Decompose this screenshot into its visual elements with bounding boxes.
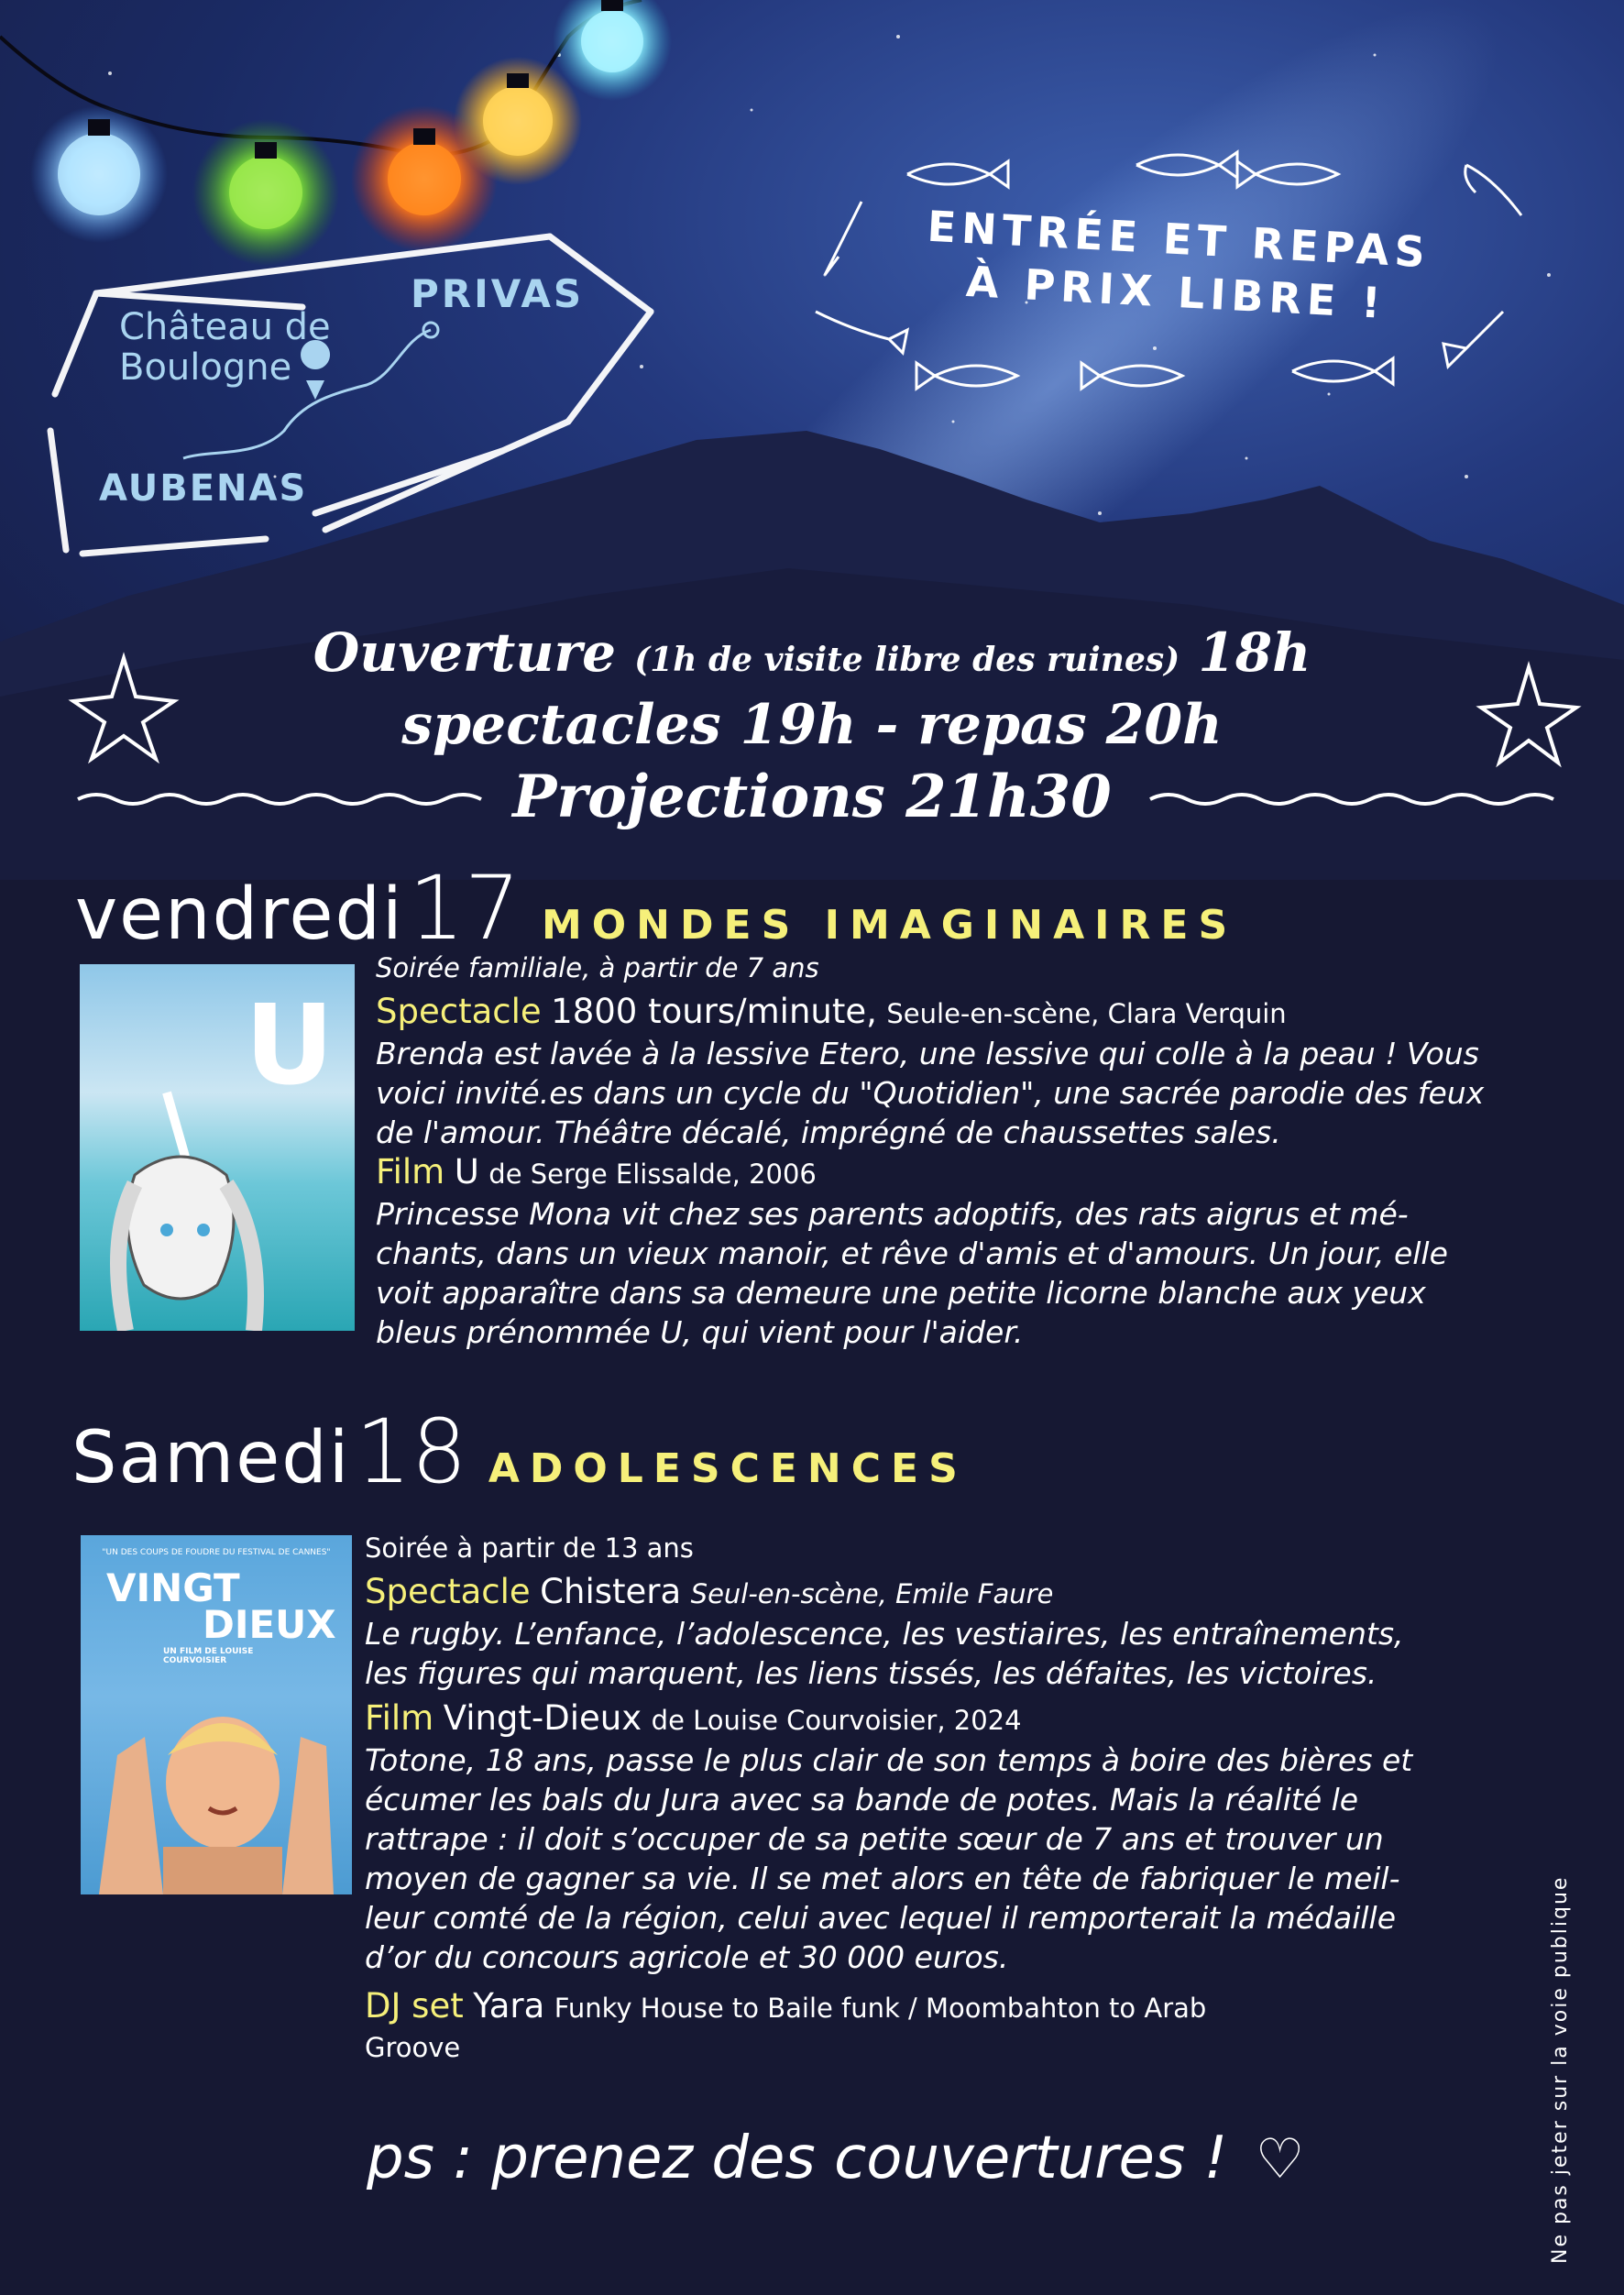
- friday-heading: [75, 857, 1237, 960]
- teen-portrait-illustration: [81, 1682, 352, 1894]
- saturday-day: Samedi: [71, 1417, 351, 1499]
- friday-film-desc-2: chants, dans un vieux manoir, et rêve d'amis et d'amours. Un jour, elle: [376, 1235, 1448, 1271]
- poster-title-1: VINGT: [106, 1565, 240, 1610]
- friday-number: 17: [408, 857, 521, 960]
- friday-show-desc-1: Brenda est lavée à la lessive Etero, une lessive qui colle à la peau ! Vous: [376, 1036, 1479, 1071]
- saturday-dj-desc-2: Groove: [365, 2032, 461, 2063]
- saturday-dj-label: DJ set: [365, 1986, 464, 2026]
- saturday-film-desc-2: écumer les bals du Jura avec sa bande de potes. Mais la réalité le: [365, 1782, 1359, 1817]
- saturday-show-label: Spectacle: [365, 1572, 531, 1611]
- saturday-dj-name: Yara: [473, 1986, 545, 2026]
- map-place-label: [119, 307, 331, 388]
- saturday-show-title: Chistera: [540, 1572, 682, 1611]
- friday-film-desc-1: Princesse Mona vit chez ses parents adoptifs, des rats aigrus et mé-: [376, 1196, 1409, 1232]
- friday-film-credit: de Serge Elissalde, 2006: [488, 1158, 817, 1190]
- saturday-heading: [71, 1400, 968, 1503]
- friday-show-line: [376, 992, 1484, 1034]
- friday-show-credit: Seule-en-scène, Clara Verquin: [886, 998, 1287, 1029]
- poster-title: [106, 1565, 336, 1647]
- saturday-details: [365, 1529, 1412, 2068]
- schedule-line-opening: [0, 621, 1624, 684]
- saturday-film-desc-4: moyen de gagner sa vie. Il se met alors en tête de fabriquer le meil-: [365, 1861, 1400, 1896]
- schedule-line-shows: spectacles 19h - repas 20h: [401, 693, 1223, 757]
- map-place-line-1: Château de: [119, 306, 331, 348]
- friday-film-label: Film: [376, 1152, 445, 1191]
- saturday-show-line: [365, 1572, 1412, 1614]
- saturday-show-desc-2: les figures qui marquent, les liens tissés, les défaites, les victoires.: [365, 1655, 1377, 1691]
- entry-line-1: ENTRÉE ET REPAS: [926, 201, 1432, 278]
- film-poster-vingt-dieux: [81, 1535, 352, 1894]
- friday-details: [376, 949, 1484, 1352]
- ps-text: ps : prenez des couvertures !: [367, 2125, 1228, 2192]
- saturday-show-desc-1: Le rugby. L’enfance, l’adolescence, les vestiaires, les entraînements,: [365, 1616, 1404, 1652]
- saturday-theme: ADOLESCENCES: [488, 1445, 968, 1492]
- poster-title-2: DIEUX: [203, 1602, 336, 1647]
- map-city-aubenas: AUBENAS: [99, 467, 308, 510]
- saturday-film-label: Film: [365, 1698, 434, 1738]
- poster-quote: "UN DES COUPS DE FOUDRE DU FESTIVAL DE CANNES": [102, 1548, 331, 1557]
- opening-note: (1h de visite libre des ruines): [634, 641, 1180, 679]
- friday-film-title: U: [454, 1152, 479, 1191]
- unicorn-illustration: [80, 1056, 355, 1331]
- film-poster-u: [80, 964, 355, 1331]
- map-city-privas: PRIVAS: [411, 271, 585, 316]
- heart-icon: ♡: [1255, 2127, 1305, 2191]
- schedule-line-projections: Projections 21h30: [512, 763, 1112, 831]
- saturday-film-title: Vingt-Dieux: [443, 1698, 642, 1738]
- saturday-dj-desc-1: Funky House to Baile funk / Moombahton to Arab: [554, 1993, 1207, 2024]
- friday-show-label: Spectacle: [376, 992, 542, 1031]
- friday-theme: MONDES IMAGINAIRES: [541, 902, 1238, 949]
- saturday-audience: Soirée à partir de 13 ans: [365, 1532, 694, 1564]
- friday-film-desc-4: bleus prénommée U, qui vient pour l'aider.: [376, 1314, 1024, 1350]
- friday-show-title: 1800 tours/minute,: [551, 992, 877, 1031]
- saturday-film-line: [365, 1698, 1412, 1740]
- vertical-disclaimer: Ne pas jeter sur la voie publique: [1549, 1875, 1572, 2264]
- friday-film-line: [376, 1152, 1484, 1194]
- opening-label: Ouverture: [313, 621, 616, 684]
- friday-film-desc-3: voit apparaître dans sa demeure une petite licorne blanche aux yeux: [376, 1275, 1426, 1311]
- saturday-show-credit: Seul-en-scène, Emile Faure: [690, 1578, 1054, 1609]
- friday-show-desc-2: voici invité.es dans un cycle du "Quotidien", une sacrée parodie des feux: [376, 1075, 1485, 1111]
- saturday-film-desc-1: Totone, 18 ans, passe le plus clair de son temps à boire des bières et: [365, 1742, 1413, 1778]
- saturday-film-credit: de Louise Courvoisier, 2024: [651, 1705, 1022, 1736]
- entry-line-2: À PRIX LIBRE !: [964, 256, 1388, 328]
- saturday-film-desc-6: d’or du concours agricole et 30 000 euros.: [365, 1939, 1009, 1975]
- friday-audience: Soirée familiale, à partir de 7 ans: [376, 952, 819, 983]
- opening-time: 18h: [1198, 621, 1311, 684]
- poster-by: UN FILM DE LOUISE COURVOISIER: [163, 1647, 254, 1665]
- saturday-film-desc-3: rattrape : il doit s’occuper de sa petite sœur de 7 ans et trouver un: [365, 1821, 1384, 1857]
- saturday-film-desc-5: leur comté de la région, celui avec lequel il remporterait la médaille: [365, 1900, 1396, 1936]
- map-place-line-2: Boulogne: [119, 346, 292, 389]
- saturday-number: 18: [355, 1400, 467, 1503]
- ps-note: [367, 2125, 1304, 2192]
- saturday-dj-line: [365, 1986, 1412, 2028]
- poster-u-letter: U: [245, 983, 335, 1110]
- friday-day: vendredi: [75, 873, 404, 956]
- friday-show-desc-3: de l'amour. Théâtre décalé, imprégné de chaussettes sales.: [376, 1115, 1281, 1150]
